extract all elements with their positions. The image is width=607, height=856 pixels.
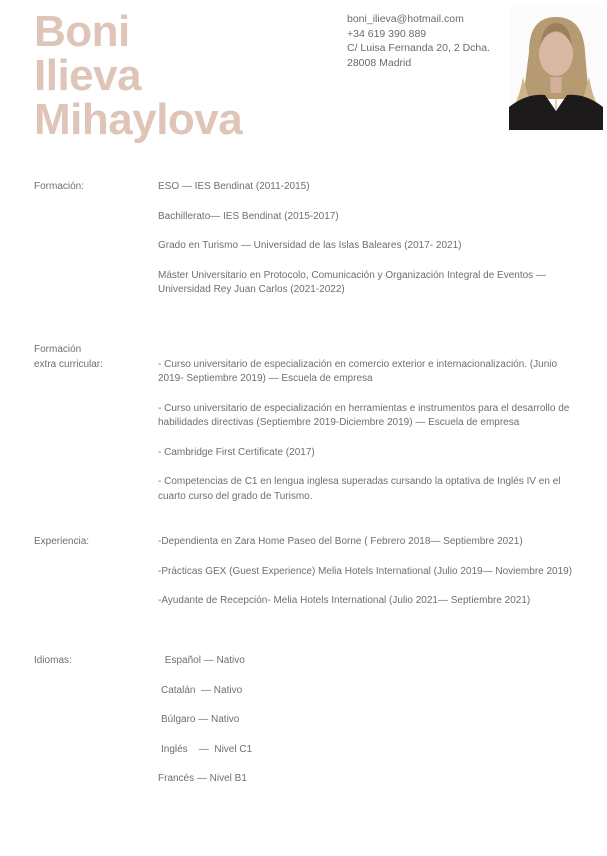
idioma-item: Búlgaro — Nativo: [161, 714, 240, 725]
candidate-name: [34, 7, 243, 144]
section-label-idiomas: Idiomas:: [34, 655, 72, 666]
formacion-list: [158, 180, 578, 313]
contact-address-line1: C/ Luisa Fernanda 20, 2 Dcha.: [347, 42, 491, 54]
experiencia-item: -Prácticas GEX (Guest Experience) Melia Hotels International (Julio 2019— Noviembre 2019): [158, 565, 573, 577]
profile-photo: [509, 7, 603, 130]
contact-block: [347, 12, 490, 70]
section-label-extra-curricular: [34, 343, 144, 372]
extra-curricular-item: - Competencias de C1 en lengua inglesa superadas cursando la optativa de Inglés IV en el cuarto curso del grado de Turismo.: [158, 476, 561, 502]
section-label-line2: extra curricular:: [34, 358, 103, 370]
name-line-last: Mihaylova: [34, 95, 243, 144]
name-line-middle: Ilieva: [34, 51, 142, 100]
idiomas-list: [158, 654, 578, 802]
idioma-item: Catalán — Nativo: [161, 684, 243, 696]
contact-email[interactable]: boni_ilieva@hotmail.com: [347, 13, 464, 25]
extra-curricular-item: - Cambridge First Certificate (2017): [158, 446, 315, 458]
formacion-item: Grado en Turismo — Universidad de las Islas Baleares (2017- 2021): [158, 240, 462, 251]
contact-phone[interactable]: +34 619 390 889: [347, 27, 427, 40]
experiencia-item: -Dependienta en Zara Home Paseo del Borne ( Febrero 2018— Septiembre 2021): [158, 536, 523, 547]
experiencia-list: [158, 535, 578, 624]
extra-curricular-item: - Curso universitario de especialización en comercio exterior e internacionalización. (Junio 2019- Septiembre 2019) — Escuela de empresa: [158, 358, 558, 384]
extra-curricular-item: - Curso universitario de especialización en herramientas e instrumentos para el desarrollo de habilidades directivas (Septiembre 2019-Diciembre 2019) — Escuela de empresa: [158, 402, 570, 428]
name-line-first: Boni: [34, 7, 130, 56]
section-label-experiencia: Experiencia:: [34, 536, 90, 547]
idioma-item: Inglés — Nivel C1: [161, 743, 253, 755]
formacion-item: Bachillerato— IES Bendinat (2015-2017): [158, 210, 339, 222]
experiencia-item: -Ayudante de Recepción- Melia Hotels International (Julio 2021— Septiembre 2021): [158, 595, 531, 606]
formacion-item: Máster Universitario en Protocolo, Comunicación y Organización Integral de Eventos — Universidad Rey Juan Carlos (2021-2022): [158, 269, 546, 295]
formacion-item: ESO — IES Bendinat (2011-2015): [158, 181, 310, 192]
idioma-item: Español — Nativo: [162, 655, 245, 666]
contact-address-line2: 28008 Madrid: [347, 56, 412, 69]
section-label-line1: Formación: [34, 344, 82, 355]
portrait-photo-icon: [509, 7, 603, 130]
extra-curricular-list: [158, 358, 578, 520]
idioma-item: Francés — Nivel B1: [158, 773, 247, 784]
section-label-formacion: Formación:: [34, 181, 85, 192]
